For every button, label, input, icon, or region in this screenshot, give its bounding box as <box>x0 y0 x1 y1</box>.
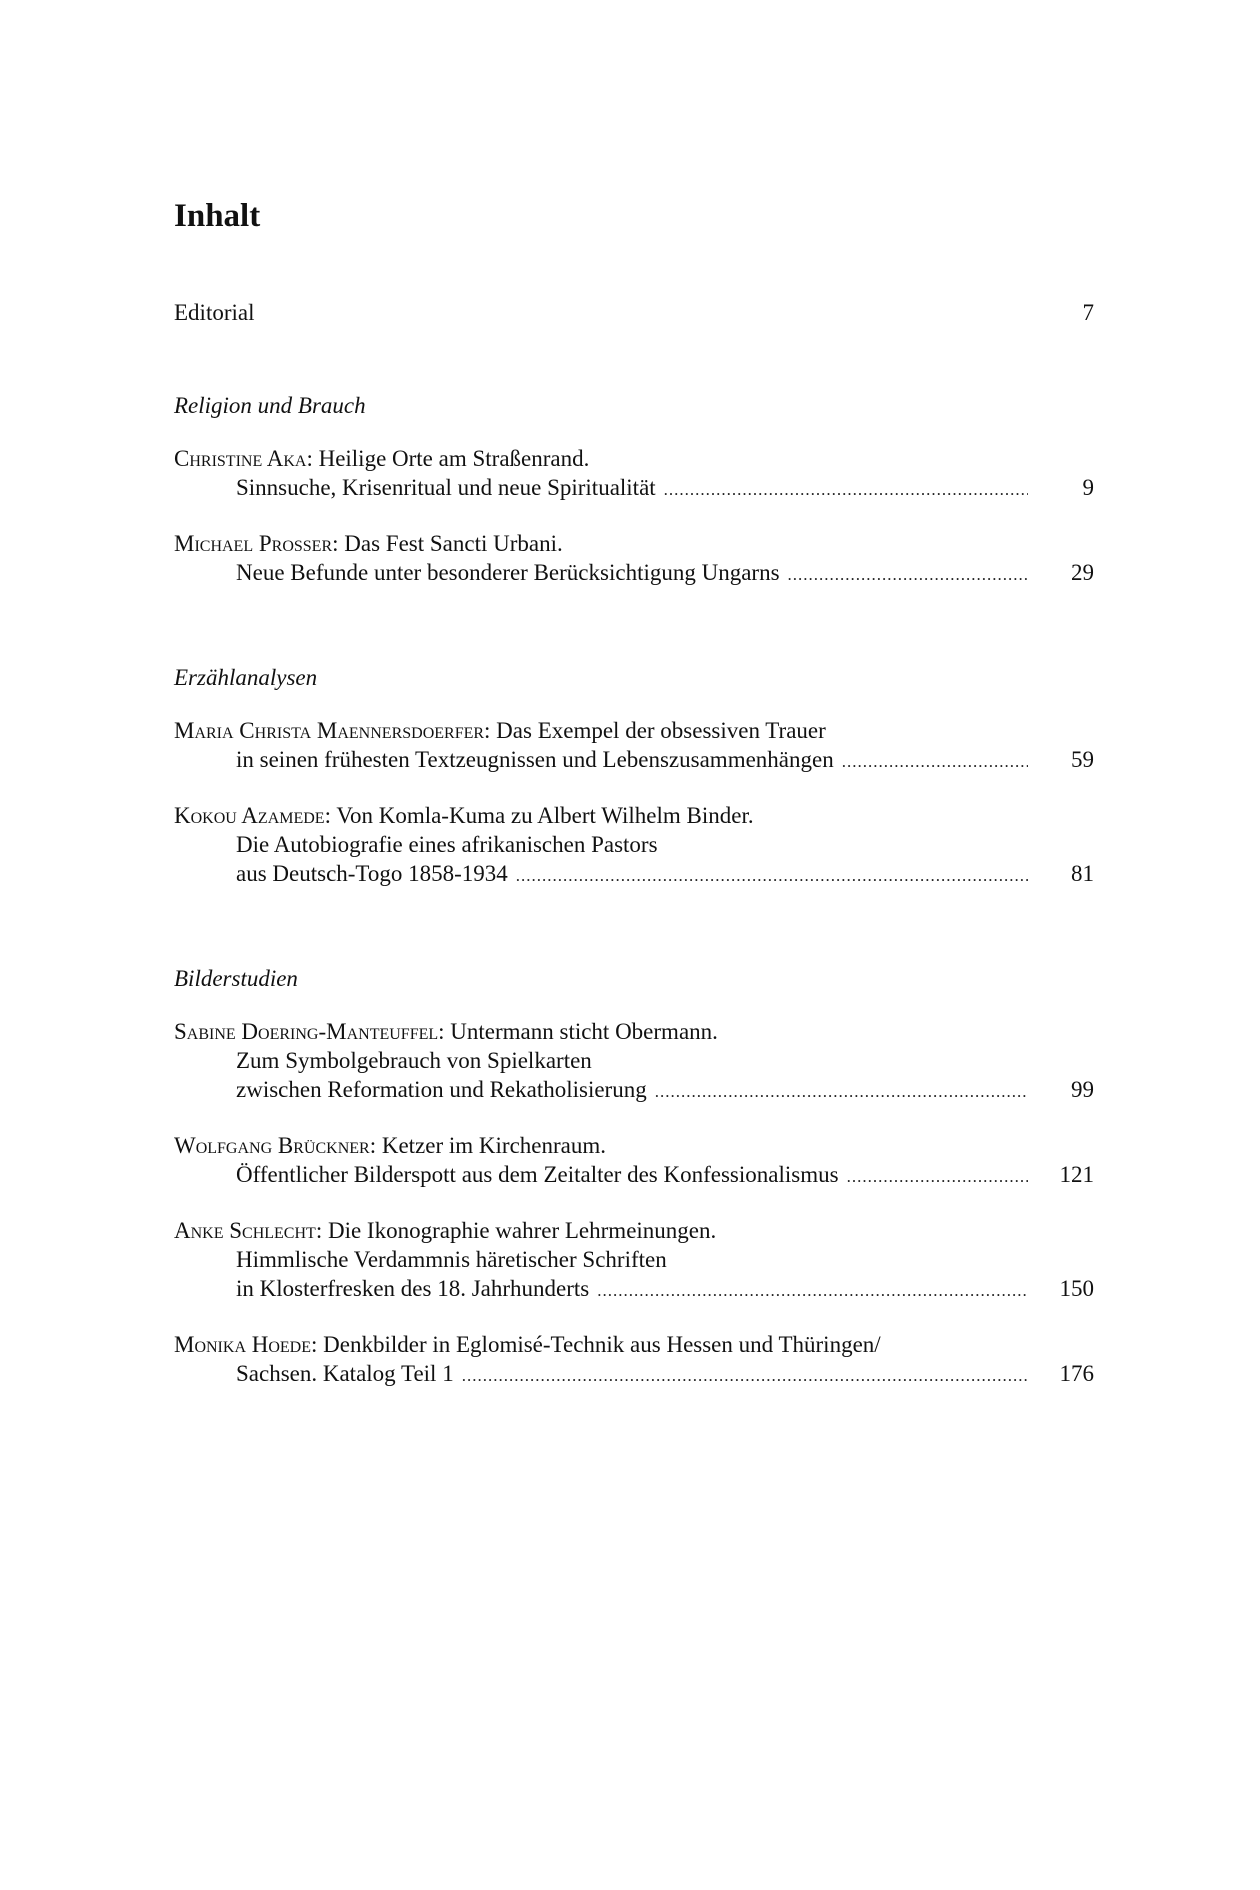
entry-title: zwischen Reformation und Rekatholisierung <box>236 1077 647 1102</box>
entry-text: Michael Prosser: Das Fest Sancti Urbani. <box>174 531 563 556</box>
entry-text: Monika Hoede: Denkbilder in Eglomisé-Technik aus Hessen und Thüringen/ <box>174 1332 881 1357</box>
author-name: Christine Aka <box>174 446 307 471</box>
page-number: 99 <box>1071 1077 1094 1102</box>
leader-dots <box>842 747 1028 776</box>
entry-line <box>174 1017 1094 1046</box>
leader-dots <box>664 475 1028 504</box>
entry-title: Editorial <box>174 300 255 325</box>
entry-text <box>236 1160 839 1189</box>
page-number: 150 <box>1059 1276 1094 1301</box>
entry-title: Von Komla-Kuma zu Albert Wilhelm Binder. <box>336 803 754 828</box>
toc-entry <box>174 529 1094 587</box>
entry-text: Wolfgang Brückner: Ketzer im Kirchenraum. <box>174 1133 606 1158</box>
entry-text <box>236 1274 589 1303</box>
author-name: Michael Prosser <box>174 531 333 556</box>
entry-title: Untermann sticht Obermann. <box>450 1019 718 1044</box>
entry-title: aus Deutsch-Togo 1858-1934 <box>236 861 508 886</box>
entry-line <box>174 830 1094 859</box>
entry-line <box>174 473 1094 502</box>
entry-text: Sabine Doering-Manteuffel: Untermann sticht Obermann. <box>174 1019 718 1044</box>
entry-line <box>174 529 1094 558</box>
entry-title: Öffentlicher Bilderspott aus dem Zeitalter des Konfessionalismus <box>236 1162 839 1187</box>
entry-line <box>174 444 1094 473</box>
entry-line <box>174 745 1094 774</box>
page-number: 176 <box>1059 1361 1094 1386</box>
entry-line <box>174 1075 1094 1104</box>
entry-title: Die Autobiografie eines afrikanischen Pastors <box>236 832 658 857</box>
toc-entry <box>174 716 1094 774</box>
leader-dots <box>516 861 1028 890</box>
page-title: Inhalt <box>174 198 261 234</box>
author-name: Wolfgang Brückner <box>174 1133 370 1158</box>
page-number: 121 <box>1059 1162 1094 1187</box>
leader-dots <box>462 1361 1028 1390</box>
entry-text <box>236 558 780 587</box>
entry-text <box>236 1075 647 1104</box>
entry-text: Christine Aka: Heilige Orte am Straßenrand. <box>174 446 590 471</box>
entry-title: Heilige Orte am Straßenrand. <box>318 446 590 471</box>
page-number: 81 <box>1071 861 1094 886</box>
entry-text <box>236 859 508 888</box>
toc-entry-editorial <box>174 298 1094 327</box>
entry-line <box>174 1216 1094 1245</box>
author-name: Anke Schlecht <box>174 1218 316 1243</box>
author-name: Sabine Doering-Manteuffel <box>174 1019 439 1044</box>
entry-line <box>174 1274 1094 1303</box>
entry-text: Kokou Azamede: Von Komla-Kuma zu Albert Wilhelm Binder. <box>174 803 754 828</box>
section-title: Religion und Brauch <box>174 393 366 418</box>
page-number: 29 <box>1071 560 1094 585</box>
entry-title: in Klosterfresken des 18. Jahrhunderts <box>236 1276 590 1301</box>
entry-line <box>174 716 1094 745</box>
entry-line <box>174 1160 1094 1189</box>
author-name: Maria Christa Maennersdoerfer <box>174 718 485 743</box>
entry-line <box>174 1131 1094 1160</box>
entry-line <box>174 1245 1094 1274</box>
entry-title: Ketzer im Kirchenraum. <box>381 1133 606 1158</box>
entry-text <box>236 745 834 774</box>
entry-title: Das Fest Sancti Urbani. <box>344 531 563 556</box>
page-number: 9 <box>1082 475 1094 500</box>
author-name: Kokou Azamede <box>174 803 325 828</box>
toc-entry <box>174 1131 1094 1189</box>
entry-title: Das Exempel der obsessiven Trauer <box>496 718 826 743</box>
toc-entry <box>174 444 1094 502</box>
entry-title: Himmlische Verdammnis häretischer Schriften <box>236 1247 667 1272</box>
entry-line <box>174 558 1094 587</box>
author-name: Monika Hoede <box>174 1332 312 1357</box>
entry-title: in seinen frühesten Textzeugnissen und Lebenszusammenhängen <box>236 747 834 772</box>
leader-dots <box>788 560 1028 589</box>
entry-text <box>236 1048 592 1073</box>
table-of-contents <box>174 298 1094 1388</box>
entry-text: Maria Christa Maennersdoerfer: Das Exempel der obsessiven Trauer <box>174 718 826 743</box>
toc-entry <box>174 801 1094 888</box>
toc-entry <box>174 1216 1094 1303</box>
leader-dots <box>847 1162 1028 1191</box>
page-number: 7 <box>1082 300 1094 325</box>
entry-text <box>236 473 656 502</box>
entry-line <box>174 1359 1094 1388</box>
entry-title: Sinnsuche, Krisenritual und neue Spiritualität <box>236 475 656 500</box>
entry-text <box>236 832 658 857</box>
entry-line <box>174 859 1094 888</box>
leader-dots <box>655 1077 1028 1106</box>
entry-title: Denkbilder in Eglomisé-Technik aus Hessen und Thüringen/ <box>323 1332 881 1357</box>
entry-title: Zum Symbolgebrauch von Spielkarten <box>236 1048 592 1073</box>
entry-title: Die Ikonographie wahrer Lehrmeinungen. <box>327 1218 717 1243</box>
entry-title: Sachsen. Katalog Teil 1 <box>236 1361 454 1386</box>
page-number: 59 <box>1071 747 1094 772</box>
toc-entry <box>174 1017 1094 1104</box>
entry-title: Neue Befunde unter besonderer Berücksichtigung Ungarns <box>236 560 780 585</box>
entry-line <box>174 801 1094 830</box>
entry-text <box>236 1359 454 1388</box>
entry-text <box>236 1247 667 1272</box>
entry-line <box>174 1330 1094 1359</box>
section-title: Erzählanalysen <box>174 665 318 690</box>
toc-entry <box>174 1330 1094 1388</box>
entry-text: Anke Schlecht: Die Ikonographie wahrer Lehrmeinungen. <box>174 1218 717 1243</box>
section-title: Bilderstudien <box>174 966 298 991</box>
entry-line <box>174 1046 1094 1075</box>
leader-dots <box>597 1276 1028 1305</box>
